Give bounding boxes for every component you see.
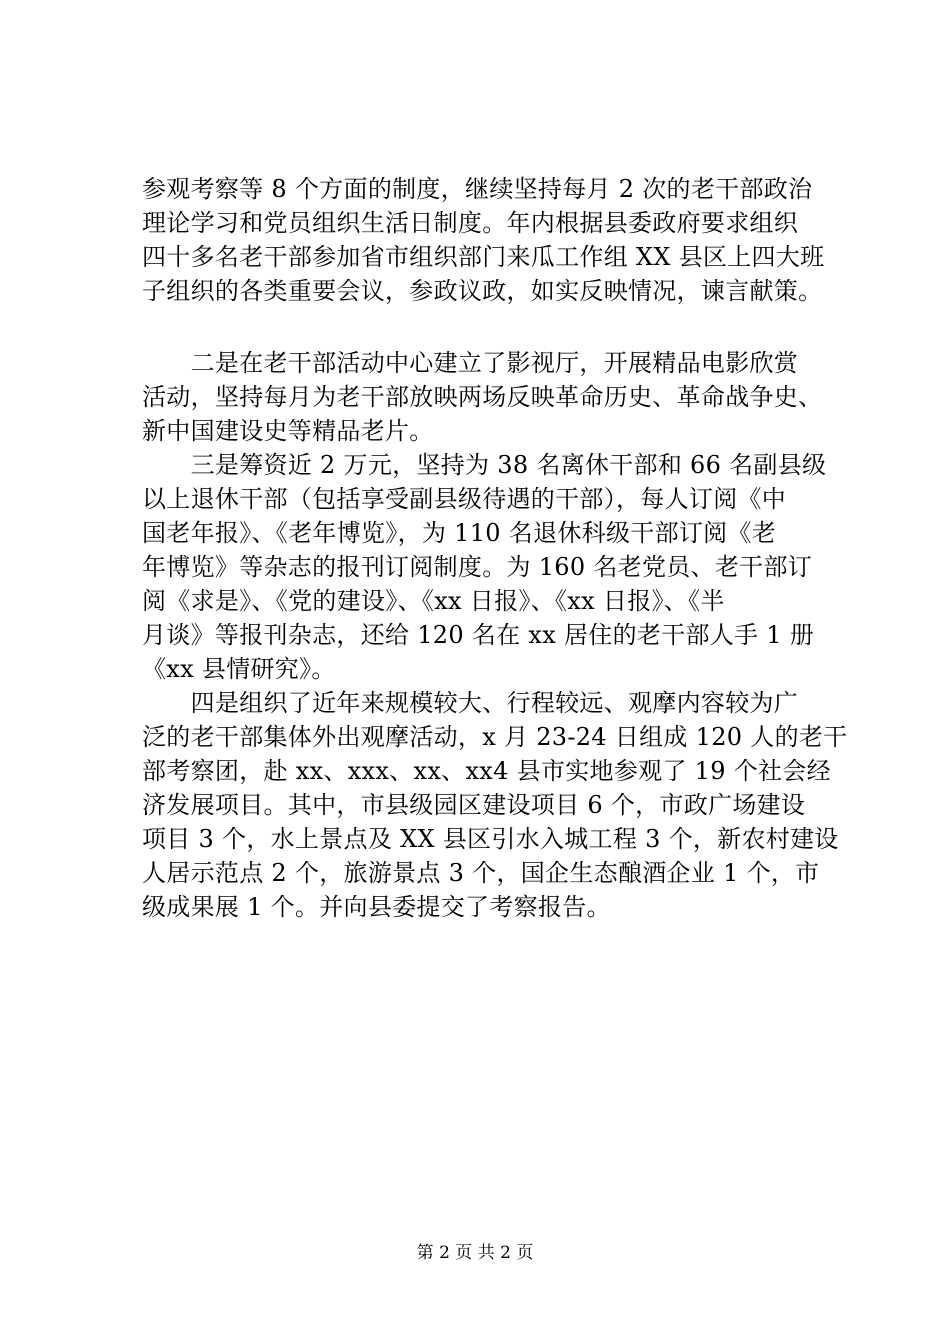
text-line: 二是在老干部活动中心建立了影视厅，开展精品电影欣赏	[142, 349, 799, 377]
text-line: 年博览》等杂志的报刊订阅制度。为 160 名老党员、老干部订	[142, 553, 813, 581]
text-line: 参观考察等 8 个方面的制度，继续坚持每月 2 次的老干部政治	[142, 175, 813, 203]
text-line: 月谈》等报刊杂志，还给 120 名在 xx 居住的老干部人手 1 册	[142, 621, 815, 649]
text-line: 项目 3 个，水上景点及 XX 县区引水入城工程 3 个，新农村建设	[142, 825, 839, 853]
text-line: 子组织的各类重要会议，参政议政，如实反映情况，谏言献策。	[142, 277, 823, 305]
text-line: 阅《求是》、《党的建设》、《xx 日报》、《xx 日报》、《半	[142, 587, 725, 615]
text-line: 级成果展 1 个。并向县委提交了考察报告。	[142, 893, 611, 921]
text-line: 理论学习和党员组织生活日制度。年内根据县委政府要求组织	[142, 209, 799, 237]
text-line: 三是筹资近 2 万元，坚持为 38 名离休干部和 66 名副县级	[142, 451, 827, 479]
text-line: 四十多名老干部参加省市组织部门来瓜工作组 XX 县区上四大班	[142, 243, 825, 271]
body-text	[142, 172, 848, 924]
text-line: 以上退休干部（包括享受副县级待遇的干部），每人订阅《中	[142, 485, 787, 513]
text-line: 四是组织了近年来规模较大、行程较远、观摩内容较为广	[142, 689, 799, 717]
text-line: 国老年报》、《老年博览》，为 110 名退休科级干部订阅《老	[142, 519, 777, 547]
paragraph-gap	[142, 308, 842, 346]
text-line: 《xx 县情研究》。	[142, 655, 336, 683]
page-footer: 第 2 页 共 2 页	[416, 1243, 534, 1263]
text-line: 新中国建设史等精品老片。	[142, 417, 434, 445]
text-line: 部考察团，赴 xx、xxx、xx、xx4 县市实地参观了 19 个社会经	[142, 757, 831, 785]
text-line: 人居示范点 2 个，旅游景点 3 个，国企生态酿酒企业 1 个，市	[142, 859, 820, 887]
text-line: 济发展项目。其中，市县级园区建设项目 6 个，市政广场建设	[142, 791, 806, 819]
text-line: 活动，坚持每月为老干部放映两场反映革命历史、革命战争史、	[142, 383, 823, 411]
text-line: 泛的老干部集体外出观摩活动，x 月 23-24 日组成 120 人的老干	[142, 723, 848, 751]
